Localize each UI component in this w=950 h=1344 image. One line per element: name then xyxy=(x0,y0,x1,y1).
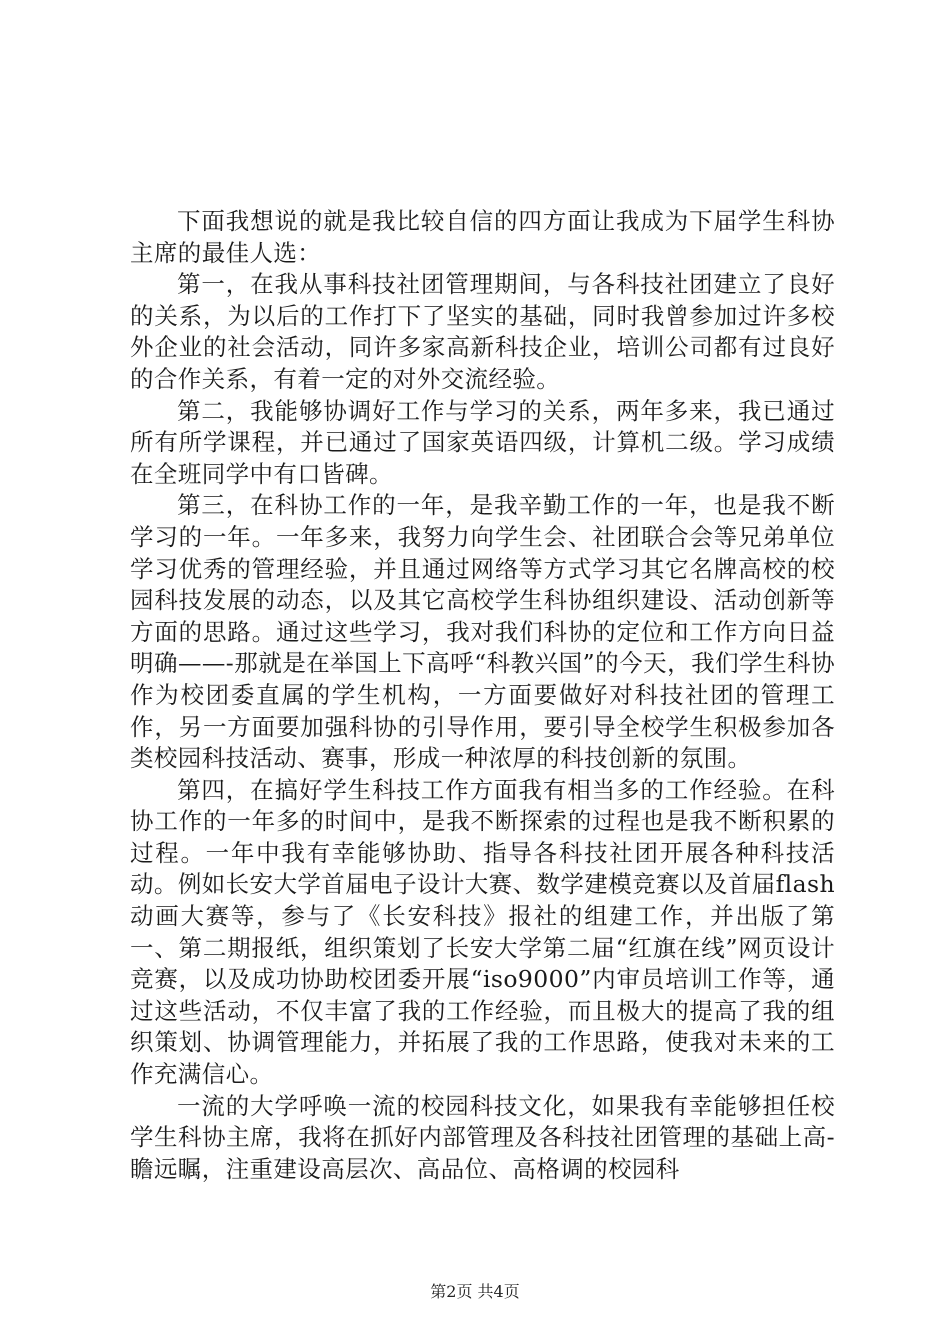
paragraph-first-point: 第一，在我从事科技社团管理期间，与各科技社团建立了良好的关系，为以后的工作打下了坚实的基础，同时我曾参加过许多校外企业的社会活动，同许多家高新科技企业，培训公司都有过良好的合作关系，有着一定的对外交流经验。 xyxy=(130,270,835,393)
paragraph-third-point: 第三，在科协工作的一年，是我辛勤工作的一年，也是我不断学习的一年。一年多来，我努力向学生会、社团联合会等兄弟单位学习优秀的管理经验，并且通过网络等方式学习其它名牌高校的校园科技发展的动态，以及其它高校学生科协组织建设、活动创新等方面的思路。通过这些学习，我对我们科协的定位和工作方向日益明确——-那就是在举国上下高呼“科教兴国”的今天，我们学生科协作为校团委直属的学生机构，一方面要做好对科技社团的管理工作，另一方面要加强科协的引导作用，要引导全校学生积极参加各类校园科技活动、赛事，形成一种浓厚的科技创新的氛围。 xyxy=(130,491,835,773)
document-body xyxy=(130,206,835,1185)
paragraph-fourth-point: 第四，在搞好学生科技工作方面我有相当多的工作经验。在科协工作的一年多的时间中，是我不断探索的过程也是我不断积累的过程。一年中我有幸能够协助、指导各科技社团开展各种科技活动。例如长安大学首届电子设计大赛、数学建模竞赛以及首届flash动画大赛等，参与了《长安科技》报社的组建工作，并出版了第一、第二期报纸，组织策划了长安大学第二届“红旗在线”网页设计竞赛，以及成功协助校团委开展“iso9000”内审员培训工作等，通过这些活动，不仅丰富了我的工作经验，而且极大的提高了我的组织策划、协调管理能力，并拓展了我的工作思路，使我对未来的工作充满信心。 xyxy=(130,775,835,1089)
page-number-footer: 第2页 共4页 xyxy=(430,1282,520,1301)
paragraph-closing: 一流的大学呼唤一流的校园科技文化，如果我有幸能够担任校学生科协主席，我将在抓好内部管理及各科技社团管理的基础上高-瞻远瞩，注重建设高层次、高品位、高格调的校园科 xyxy=(130,1091,835,1183)
paragraph-second-point: 第二，我能够协调好工作与学习的关系，两年多来，我已通过所有所学课程，并已通过了国家英语四级，计算机二级。学习成绩在全班同学中有口皆碑。 xyxy=(130,396,835,488)
paragraph-intro: 下面我想说的就是我比较自信的四方面让我成为下届学生科协主席的最佳人选： xyxy=(130,207,835,267)
